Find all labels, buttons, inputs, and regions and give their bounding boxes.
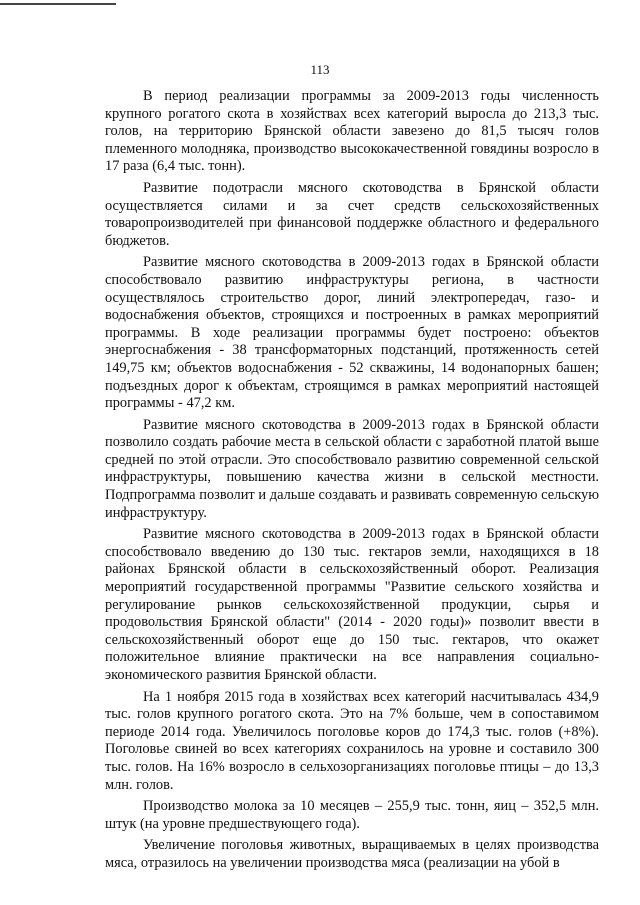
paragraph-land: Развитие мясного скотоводства в 2009-2013 годах в Брянской области способствовало введению до 130 тыс. гектаров земли, находящихся в 18 районах Брянской области в сельскохозяйственный оборот. Реализация мероприятий государственной программы "Развитие сельского хозяйства и регулирование рынков сельскохозяйственной продукции, сырья и продовольствия Брянской области" (2014 - 2020 годы)» позволит ввести в сельскохозяйственный оборот еще до 150 тыс. гектаров, что окажет положительное влияние практически на все направления социально-экономического развития Брянской области. [105, 526, 599, 683]
top-rule [0, 3, 116, 5]
document-body [105, 88, 599, 877]
paragraph-infrastructure: Развитие мясного скотоводства в 2009-2013 годах в Брянской области способствовало развитию инфраструктуры региона, в частности осуществлялось строительство дорог, линий электропередач, газо- и водоснабжения объектов, строящихся и построенных в рамках мероприятий программы. В ходе реализации программы будет построено: объектов энергоснабжения - 38 трансформаторных подстанций, протяженность сетей 149,75 км; объектов водоснабжения - 52 скважины, 14 водонапорных башен; подъездных дорог к объектам, строящимся в рамках мероприятий настоящей программы - 47,2 км. [105, 254, 599, 412]
paragraph-jobs: Развитие мясного скотоводства в 2009-2013 годах в Брянской области позволило создать рабочие места в сельской области с заработной платой выше средней по этой отрасли. Это способствовало развитию современной сельской инфраструктуры, повышению качества жизни в сельской местности. Подпрограмма позволит и дальше создавать и развивать современную сельскую инфраструктуру. [105, 416, 599, 521]
paragraph-meat-production: Увеличение поголовья животных, выращиваемых в целях производства мяса, отразилось на увеличении производства мяса (реализации на убой в [105, 837, 599, 871]
paragraph-funding: Развитие подотрасли мясного скотоводства в Брянской области осуществляется силами и за счет средств сельскохозяйственных товаропроизводителей при финансовой поддержке областного и федерального бюджетов. [105, 179, 599, 249]
paragraph-livestock-stats: На 1 ноября 2015 года в хозяйствах всех категорий насчитывалась 434,9 тыс. голов крупного рогатого скота. Это на 7% больше, чем в сопоставимом периоде 2014 года. Увеличилось поголовье коров до 174,3 тыс. голов (+8%). Поголовье свиней во всех категориях сохранилось на уровне и составило 300 тыс. голов. На 16% возросло в сельхозорганизациях поголовье птицы – до 13,3 млн. голов. [105, 688, 599, 793]
page-number: 113 [310, 62, 330, 77]
paragraph-cattle-growth: В период реализации программы за 2009-2013 годы численность крупного рогатого скота в хозяйствах всех категорий выросла до 213,3 тыс. голов, на территорию Брянской области завезено до 81,5 тысяч голов племенного молодняка, производство высококачественной говядины возросло в 17 раза (6,4 тыс. тонн). [105, 88, 599, 175]
paragraph-milk-eggs: Производство молока за 10 месяцев – 255,9 тыс. тонн, яиц – 352,5 млн. штук (на уровне предшествующего года). [105, 798, 599, 832]
